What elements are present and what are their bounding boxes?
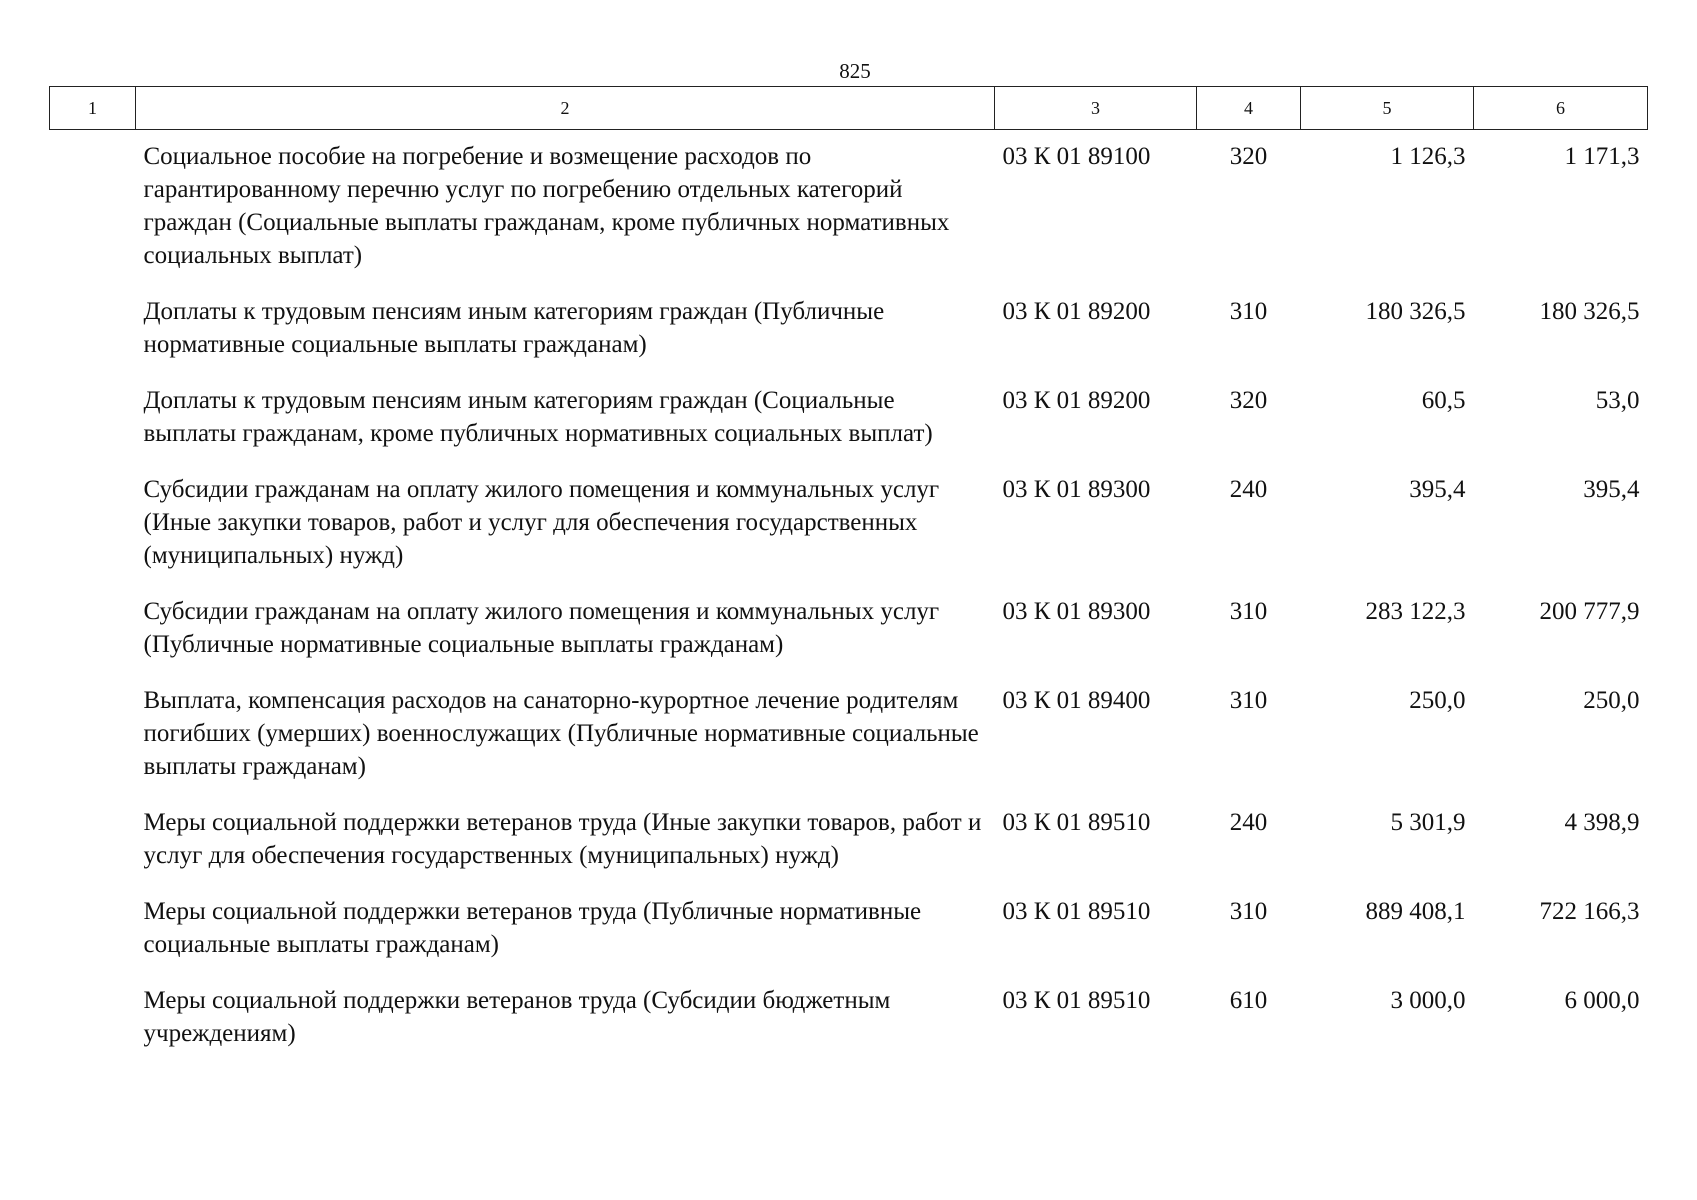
column-header-4: 4 <box>1197 87 1301 130</box>
expense-type-cell: 320 <box>1229 143 1268 170</box>
table-row <box>50 376 1648 465</box>
amount-year-2-cell: 722 166,3 <box>1539 898 1640 925</box>
amount-year-1-cell: 3 000,0 <box>1390 987 1466 1014</box>
table-row <box>50 887 1648 976</box>
row-index-cell <box>50 376 136 465</box>
target-code-cell: 03 К 01 89300 <box>1002 598 1151 625</box>
amount-year-2-cell: 6 000,0 <box>1564 987 1640 1014</box>
description-cell: Меры социальной поддержки ветеранов труда (Иные закупки товаров, работ и услуг для обеспечения государственных (муниципальных) нужд) <box>143 809 982 869</box>
column-header-3: 3 <box>995 87 1197 130</box>
description-cell: Меры социальной поддержки ветеранов труда (Субсидии бюджетным учреждениям) <box>143 987 891 1047</box>
target-code-cell: 03 К 01 89510 <box>1002 809 1151 836</box>
amount-year-2-cell: 4 398,9 <box>1564 809 1640 836</box>
table-row <box>50 465 1648 587</box>
column-header-2: 2 <box>136 87 995 130</box>
target-code-cell: 03 К 01 89300 <box>1002 476 1151 503</box>
expense-type-cell: 310 <box>1229 898 1268 925</box>
amount-year-1-cell: 60,5 <box>1421 387 1466 414</box>
table-row <box>50 130 1648 288</box>
budget-table <box>49 86 1648 1065</box>
expense-type-cell: 240 <box>1229 476 1268 503</box>
row-index-cell <box>50 587 136 676</box>
expense-type-cell: 310 <box>1229 298 1268 325</box>
expense-type-cell: 310 <box>1229 687 1268 714</box>
column-header-6: 6 <box>1474 87 1648 130</box>
target-code-cell: 03 К 01 89400 <box>1002 687 1151 714</box>
expense-type-cell: 310 <box>1229 598 1268 625</box>
header-row <box>50 87 1648 130</box>
row-index-cell <box>50 287 136 376</box>
table-row <box>50 976 1648 1065</box>
column-header-1: 1 <box>50 87 136 130</box>
amount-year-1-cell: 395,4 <box>1409 476 1466 503</box>
page-number: 825 <box>839 59 871 83</box>
row-index-cell <box>50 465 136 587</box>
table-row <box>50 798 1648 887</box>
amount-year-2-cell: 200 777,9 <box>1539 598 1640 625</box>
description-cell: Доплаты к трудовым пенсиям иным категориям граждан (Публичные нормативные социальные выплаты гражданам) <box>143 298 885 358</box>
description-cell: Меры социальной поддержки ветеранов труда (Публичные нормативные социальные выплаты гражданам) <box>143 898 922 958</box>
description-cell: Социальное пособие на погребение и возмещение расходов по гарантированному перечню услуг по погребению отдельных категорий граждан (Социальные выплаты гражданам, кроме публичных нормативных социальных выплат) <box>143 143 950 269</box>
amount-year-2-cell: 250,0 <box>1583 687 1640 714</box>
amount-year-1-cell: 250,0 <box>1409 687 1466 714</box>
table-row <box>50 676 1648 798</box>
row-index-cell <box>50 130 136 288</box>
amount-year-2-cell: 395,4 <box>1583 476 1640 503</box>
row-index-cell <box>50 887 136 976</box>
row-index-cell <box>50 798 136 887</box>
amount-year-2-cell: 1 171,3 <box>1564 143 1640 170</box>
row-index-cell <box>50 676 136 798</box>
row-index-cell <box>50 976 136 1065</box>
target-code-cell: 03 К 01 89510 <box>1002 987 1151 1014</box>
table-row <box>50 587 1648 676</box>
target-code-cell: 03 К 01 89200 <box>1002 387 1151 414</box>
amount-year-1-cell: 5 301,9 <box>1390 809 1466 836</box>
expense-type-cell: 320 <box>1229 387 1268 414</box>
amount-year-1-cell: 283 122,3 <box>1365 598 1466 625</box>
target-code-cell: 03 К 01 89100 <box>1002 143 1151 170</box>
description-cell: Выплата, компенсация расходов на санаторно-курортное лечение родителям погибших (умерших) военнослужащих (Публичные нормативные социальные выплаты гражданам) <box>143 687 979 780</box>
amount-year-1-cell: 180 326,5 <box>1365 298 1466 325</box>
target-code-cell: 03 К 01 89510 <box>1002 898 1151 925</box>
description-cell: Субсидии гражданам на оплату жилого помещения и коммунальных услуг (Публичные нормативные социальные выплаты гражданам) <box>143 598 940 658</box>
table-row <box>50 287 1648 376</box>
target-code-cell: 03 К 01 89200 <box>1002 298 1151 325</box>
expense-type-cell: 240 <box>1229 809 1268 836</box>
column-header-5: 5 <box>1301 87 1474 130</box>
description-cell: Субсидии гражданам на оплату жилого помещения и коммунальных услуг (Иные закупки товаров, работ и услуг для обеспечения государственных (муниципальных) нужд) <box>143 476 940 569</box>
expense-type-cell: 610 <box>1229 987 1268 1014</box>
description-cell: Доплаты к трудовым пенсиям иным категориям граждан (Социальные выплаты гражданам, кроме публичных нормативных социальных выплат) <box>143 387 933 447</box>
amount-year-2-cell: 180 326,5 <box>1539 298 1640 325</box>
amount-year-1-cell: 1 126,3 <box>1390 143 1466 170</box>
table-body <box>50 130 1648 1066</box>
amount-year-2-cell: 53,0 <box>1595 387 1640 414</box>
table-header <box>50 87 1648 130</box>
amount-year-1-cell: 889 408,1 <box>1365 898 1466 925</box>
